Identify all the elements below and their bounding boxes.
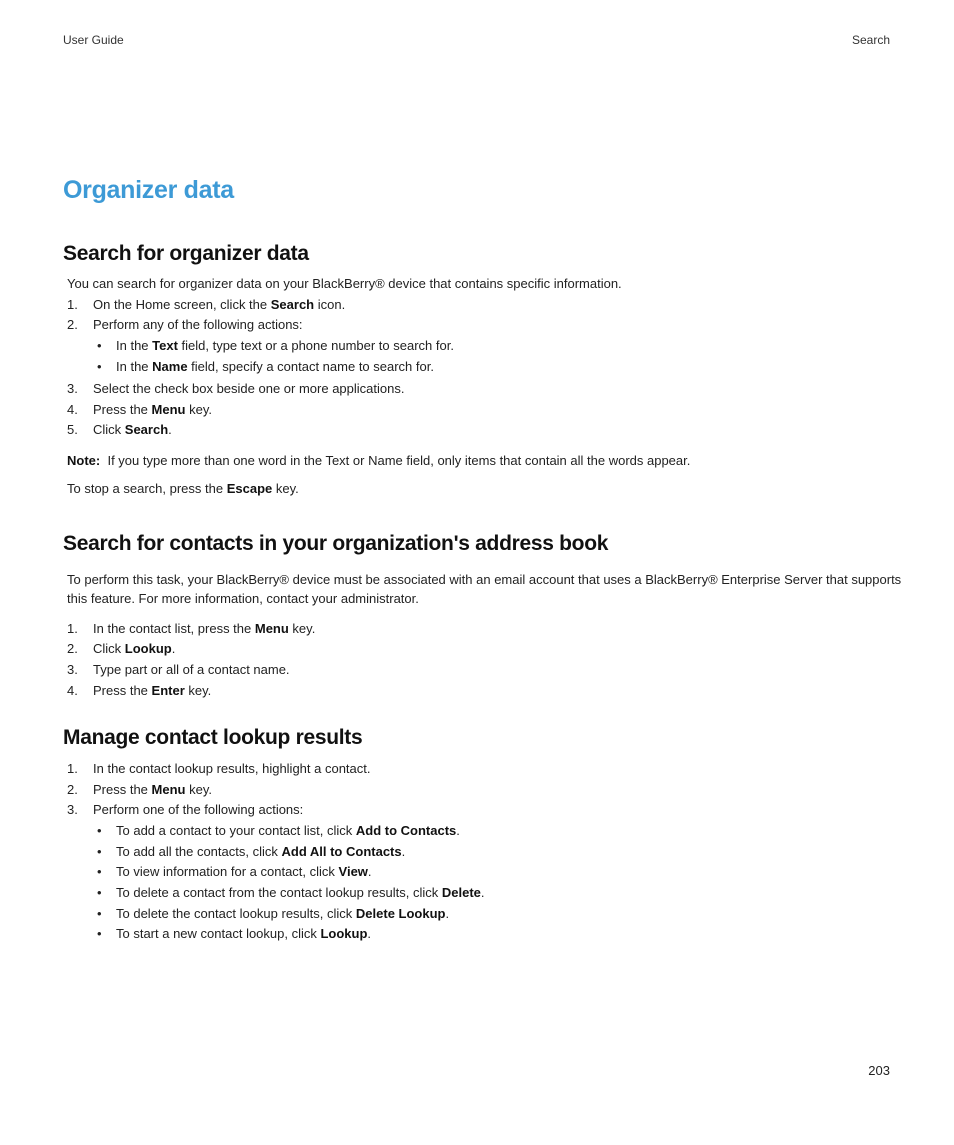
bullet-marker: • [97, 926, 102, 941]
step-text: Click Search. [93, 422, 172, 437]
bullet-marker: • [97, 844, 102, 859]
step-text: On the Home screen, click the Search icon. [93, 297, 346, 312]
step-number: 3. [67, 662, 78, 677]
step-text: In the contact list, press the Menu key. [93, 621, 316, 636]
step-text: Press the Menu key. [93, 402, 212, 417]
bullet-marker: • [97, 906, 102, 921]
section-heading-lookup-results: Manage contact lookup results [63, 726, 363, 749]
step-text: Select the check box beside one or more applications. [93, 381, 405, 396]
running-header-right: Search [851, 33, 890, 47]
step-text: Press the Enter key. [93, 683, 212, 698]
stop-instruction: To stop a search, press the Escape key. [67, 481, 299, 496]
step-text: Click Lookup. [93, 641, 176, 656]
ui-term: Lookup [124, 641, 172, 656]
step-number: 1. [67, 297, 78, 312]
chapter-title: Organizer data [63, 176, 234, 204]
step-text: Press the Menu key. [93, 782, 212, 797]
bullet-marker: • [97, 823, 102, 838]
note [67, 451, 690, 470]
bullet-marker: • [97, 338, 102, 353]
ui-term: Menu [151, 782, 186, 797]
note-label: Note: [67, 453, 101, 468]
step-text: In the contact lookup results, highlight a contact. [93, 761, 371, 776]
step-number: 1. [67, 621, 78, 636]
note-text: If you type more than one word in the Text or Name field, only items that contain all the words appear. [107, 453, 691, 468]
step-number: 4. [67, 402, 78, 417]
bullet-text: To view information for a contact, click View. [116, 864, 372, 879]
ui-term: Escape [226, 481, 273, 496]
bullet-text: To delete a contact from the contact lookup results, click Delete. [116, 885, 485, 900]
ui-term: Add to Contacts [355, 823, 457, 838]
bullet-marker: • [97, 864, 102, 879]
step-number: 5. [67, 422, 78, 437]
bullet-marker: • [97, 885, 102, 900]
step-number: 3. [67, 802, 78, 817]
step-number: 2. [67, 782, 78, 797]
bullet-text: In the Text field, type text or a phone number to search for. [116, 338, 454, 353]
bullet-text: To add all the contacts, click Add All to Contacts. [116, 844, 406, 859]
ui-term: Search [270, 297, 315, 312]
ui-term: Delete Lookup [355, 906, 446, 921]
section-heading-search-organizer: Search for organizer data [63, 242, 309, 265]
bullet-text: To start a new contact lookup, click Lookup. [116, 926, 372, 941]
step-number: 3. [67, 381, 78, 396]
step-number: 1. [67, 761, 78, 776]
ui-term: Name [152, 359, 188, 374]
step-text: Perform any of the following actions: [93, 317, 303, 332]
step-number: 2. [67, 641, 78, 656]
page-number: 203 [868, 1063, 890, 1078]
ui-term: Add All to Contacts [281, 844, 402, 859]
bullet-text: In the Name field, specify a contact name to search for. [116, 359, 434, 374]
ui-term: Lookup [320, 926, 368, 941]
section-intro-line-2: this feature. For more information, contact your administrator. [67, 591, 419, 606]
running-header-left: User Guide [63, 33, 124, 47]
bullet-text: To delete the contact lookup results, click Delete Lookup. [116, 906, 450, 921]
bullet-marker: • [97, 359, 102, 374]
bullet-text: To add a contact to your contact list, click Add to Contacts. [116, 823, 460, 838]
section-intro: You can search for organizer data on your BlackBerry® device that contains specific information. [67, 276, 622, 291]
ui-term: Delete [441, 885, 481, 900]
section-heading-address-book: Search for contacts in your organization's address book [63, 532, 609, 555]
step-text: Type part or all of a contact name. [93, 662, 290, 677]
step-number: 2. [67, 317, 78, 332]
step-text: Perform one of the following actions: [93, 802, 304, 817]
ui-term: Enter [151, 683, 185, 698]
ui-term: Search [124, 422, 169, 437]
ui-term: Text [152, 338, 178, 353]
ui-term: Menu [254, 621, 289, 636]
ui-term: View [338, 864, 368, 879]
step-number: 4. [67, 683, 78, 698]
section-intro-line-1: To perform this task, your BlackBerry® device must be associated with an email account that uses a BlackBerry® Enterprise Server that supports [67, 572, 902, 587]
ui-term: Menu [151, 402, 186, 417]
